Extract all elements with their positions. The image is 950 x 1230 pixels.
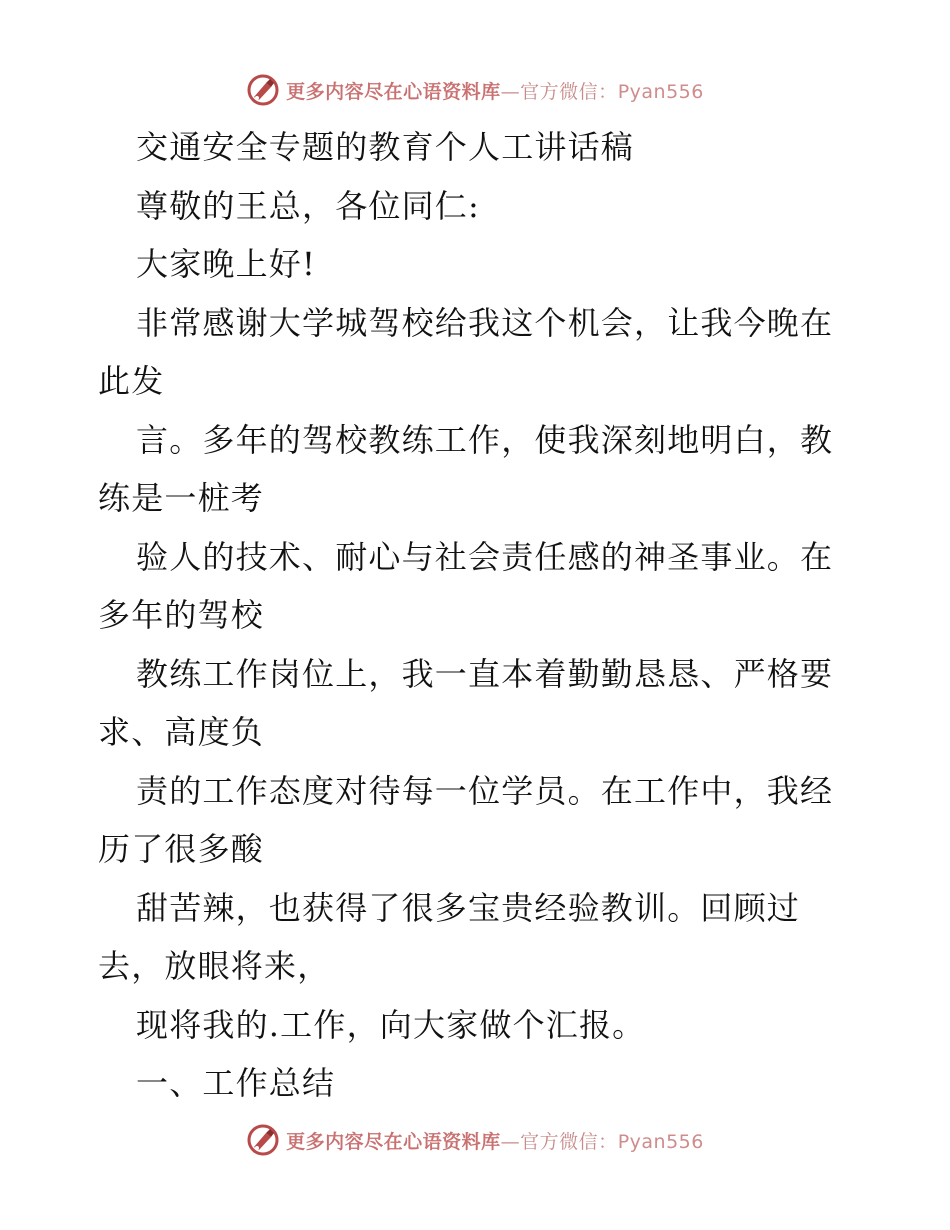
text-line: 尊敬的王总，各位同仁: (136, 186, 480, 225)
watermark-text (286, 77, 704, 104)
watermark-brand: 更多内容尽在心语资料库 (286, 1130, 501, 1153)
pen-logo-icon (246, 73, 280, 107)
pen-logo-icon (246, 1123, 280, 1157)
text-line: 多年的驾校 (98, 596, 265, 634)
text-line: 去，放眼将来， (98, 947, 331, 985)
text-line: 验人的技术、耐心与社会责任感的神圣事业。在 (136, 537, 834, 576)
text-line: 责的工作态度对待每一位学员。在工作中，我经 (136, 771, 834, 810)
text-line: 此发 (98, 362, 165, 400)
document-body (98, 118, 858, 1113)
watermark-text (286, 1127, 704, 1154)
text-line: 求、高度负 (98, 713, 265, 751)
footer-watermark (0, 1120, 950, 1160)
text-line: 练是一桩考 (98, 479, 265, 517)
text-line: 大家晚上好! (136, 245, 317, 283)
text-line: 现将我的.工作，向大家做个汇报。 (136, 1005, 646, 1044)
watermark-contact: 官方微信： (520, 1130, 618, 1153)
watermark-contact: 官方微信： (520, 80, 618, 103)
text-line: 交通安全专题的教育个人工讲话稿 (136, 128, 635, 166)
watermark-id: Pyan556 (617, 1130, 704, 1153)
watermark-separator: — (500, 80, 521, 103)
text-line: 非常感谢大学城驾校给我这个机会，让我今晚在 (136, 303, 834, 342)
text-line: 历了很多酸 (98, 830, 265, 868)
watermark-brand: 更多内容尽在心语资料库 (286, 80, 501, 103)
watermark-separator: — (500, 1130, 521, 1153)
text-line: 教练工作岗位上，我一直本着勤勤恳恳、严格要 (136, 654, 834, 693)
text-line: 甜苦辣，也获得了很多宝贵经验教训。回顾过 (136, 888, 801, 927)
header-watermark (0, 70, 950, 110)
text-line: 言。多年的驾校教练工作，使我深刻地明白，教 (136, 420, 834, 459)
text-line: 一、工作总结 (136, 1064, 336, 1102)
watermark-id: Pyan556 (617, 80, 704, 103)
